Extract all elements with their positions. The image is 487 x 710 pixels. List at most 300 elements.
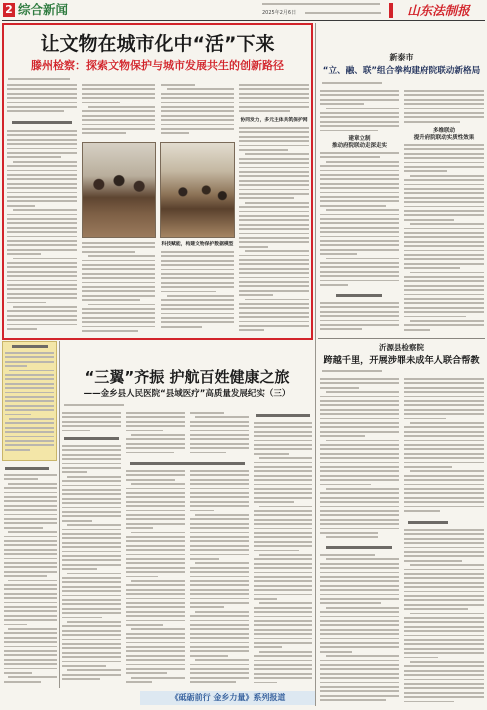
text-line (259, 602, 312, 604)
text-line (4, 606, 57, 608)
text-line (259, 506, 312, 508)
text-line (126, 554, 185, 556)
text-line (254, 620, 312, 622)
text-line (190, 580, 249, 582)
text-line (404, 595, 484, 597)
text-line (7, 148, 77, 150)
series-banner[interactable]: 《砥砺前行 金乡力量》系列报道 (140, 691, 316, 705)
text-line (239, 285, 309, 287)
text-line (239, 171, 309, 173)
text-line (320, 409, 399, 411)
text-line (67, 669, 121, 671)
text-line (404, 378, 484, 380)
text-line (320, 673, 399, 675)
text-line (7, 328, 37, 330)
text-line (190, 589, 249, 591)
text-line (320, 642, 399, 644)
text-line (320, 266, 399, 268)
text-line (320, 448, 399, 450)
text-line (404, 153, 484, 155)
text-line (320, 646, 399, 648)
text-line (254, 563, 312, 565)
text-line (404, 121, 460, 123)
text-line (320, 690, 399, 692)
text-line (254, 541, 312, 543)
text-line (254, 655, 312, 657)
text-line (82, 124, 155, 126)
text-line (161, 106, 234, 108)
text-line (254, 616, 312, 618)
text-line (245, 299, 309, 301)
text-line (126, 642, 185, 644)
xintai-story-byline (322, 82, 382, 86)
text-line (4, 654, 57, 656)
text-line (404, 382, 484, 384)
text-line (320, 178, 399, 180)
text-line (7, 244, 77, 246)
text-line (320, 633, 399, 635)
text-line (320, 418, 399, 420)
text-line (82, 242, 155, 244)
text-line (82, 246, 155, 248)
text-line (320, 112, 399, 114)
text-line (404, 701, 454, 703)
text-line (126, 518, 185, 520)
top-story-title[interactable]: 让文物在城市化中“活”下来 (40, 33, 275, 55)
text-line (259, 457, 312, 459)
text-line (404, 630, 484, 632)
text-line (161, 313, 234, 315)
text-line (5, 387, 54, 389)
text-line (190, 496, 249, 498)
text-line (254, 470, 312, 472)
text-line (5, 414, 31, 416)
text-line (320, 682, 399, 684)
text-line (404, 529, 484, 531)
page-number-badge: 2 (3, 3, 15, 17)
text-line (254, 431, 312, 433)
text-line (239, 97, 309, 99)
text-line (190, 510, 214, 512)
side-article-text (4, 474, 57, 688)
text-line (5, 436, 54, 438)
text-line (254, 558, 312, 560)
text-line (62, 489, 121, 491)
text-line (404, 665, 484, 667)
text-line (320, 598, 399, 600)
text-line (62, 416, 121, 418)
story-separator (318, 338, 485, 339)
text-line (190, 650, 249, 652)
text-line (161, 304, 234, 306)
text-line (62, 678, 100, 680)
text-line (254, 642, 312, 644)
text-line (404, 440, 484, 442)
text-line (404, 280, 484, 282)
text-line (239, 268, 309, 270)
text-line (326, 161, 399, 163)
text-line (62, 542, 121, 544)
text-line (404, 391, 484, 393)
text-line (4, 602, 57, 604)
text-line (404, 219, 454, 221)
text-line (5, 352, 54, 354)
text-line (62, 493, 121, 495)
text-line (4, 509, 57, 511)
text-line (320, 306, 399, 308)
text-line (9, 418, 54, 420)
text-line (320, 271, 399, 273)
text-line (305, 12, 381, 14)
text-line (404, 112, 484, 114)
text-line (320, 240, 399, 242)
text-line (167, 295, 234, 297)
text-line (320, 554, 375, 556)
text-line (62, 564, 121, 566)
text-line (161, 102, 234, 104)
text-line (254, 589, 312, 591)
text-line (62, 520, 92, 522)
text-line (5, 374, 54, 376)
text-line (126, 646, 185, 648)
text-line (254, 466, 312, 468)
text-line (5, 365, 27, 367)
text-line (126, 412, 185, 414)
text-line (239, 175, 309, 177)
top-story-byline (8, 78, 70, 82)
xintai-story-source: 新泰市 (389, 53, 414, 62)
text-line (239, 211, 309, 213)
text-line (320, 611, 399, 613)
health-story-col1-text (62, 445, 121, 685)
text-line (322, 82, 382, 84)
text-line (320, 116, 399, 118)
text-line (82, 273, 155, 275)
text-line (410, 175, 484, 177)
text-line (8, 483, 57, 485)
text-line (126, 606, 185, 608)
text-line (4, 558, 57, 560)
text-line (7, 284, 77, 286)
text-line (4, 597, 57, 599)
text-line (126, 470, 185, 472)
text-line (161, 124, 234, 126)
yiyuan-story-col1-text (320, 378, 399, 542)
text-line (4, 478, 38, 480)
text-line (62, 665, 106, 667)
text-line (131, 580, 185, 582)
text-line (404, 206, 484, 208)
text-line (404, 577, 484, 579)
text-line (320, 457, 399, 459)
text-line (7, 324, 77, 326)
text-line (254, 611, 312, 613)
text-line (254, 426, 312, 428)
text-line (126, 593, 185, 595)
text-line (190, 633, 249, 635)
text-line (320, 638, 399, 640)
text-line (190, 421, 249, 423)
text-line (4, 514, 57, 516)
text-line (404, 324, 484, 326)
text-line (404, 547, 484, 549)
text-line (254, 532, 312, 534)
text-line (239, 263, 309, 265)
text-line (62, 425, 121, 427)
yiyuan-story-byline (322, 370, 382, 374)
text-line (7, 130, 77, 132)
text-line (320, 121, 399, 123)
text-line (239, 140, 309, 142)
text-line (190, 620, 249, 622)
text-line (259, 651, 312, 653)
text-line (404, 506, 484, 508)
text-line (82, 277, 155, 279)
text-line (190, 532, 249, 534)
subhead-tech-empowerment: 科技赋能，构建文物保护数据模型 (161, 242, 234, 247)
text-line (62, 480, 121, 482)
text-line (8, 78, 70, 80)
text-line (161, 291, 216, 293)
text-line (404, 591, 484, 593)
text-line (404, 298, 484, 300)
text-line (245, 153, 309, 155)
text-line (7, 192, 77, 194)
text-line (404, 241, 484, 243)
text-line (62, 630, 121, 632)
text-line (320, 227, 399, 229)
text-line (5, 444, 54, 446)
text-line (239, 106, 309, 108)
text-line (82, 119, 155, 121)
text-line (404, 435, 484, 437)
text-line (4, 659, 57, 661)
top-story-col3-text (161, 84, 234, 139)
text-line (320, 130, 378, 132)
text-line (62, 467, 121, 469)
text-line (62, 449, 121, 451)
text-line (404, 652, 484, 654)
text-line (62, 608, 121, 610)
text-line (254, 501, 294, 503)
text-line (404, 533, 484, 535)
text-line (190, 492, 249, 494)
text-line (7, 266, 77, 268)
text-line (190, 483, 249, 485)
text-line (239, 110, 290, 112)
text-line (62, 639, 121, 641)
text-line (254, 422, 312, 424)
text-line (404, 276, 484, 278)
text-line (7, 152, 77, 154)
text-line (320, 695, 399, 697)
text-line (161, 128, 234, 130)
text-line (161, 264, 234, 266)
text-line (7, 134, 77, 136)
text-line (404, 103, 484, 105)
text-line (404, 188, 484, 190)
text-line (131, 434, 185, 436)
text-line (190, 540, 249, 542)
text-line (7, 214, 77, 216)
text-line (4, 536, 57, 538)
text-line (190, 576, 249, 578)
text-line (88, 304, 155, 306)
text-line (254, 673, 312, 675)
text-line (62, 643, 121, 645)
text-line (131, 628, 185, 630)
text-line (320, 413, 399, 415)
text-line (190, 642, 249, 644)
text-line (67, 524, 121, 526)
text-line (62, 568, 97, 570)
text-line (320, 532, 378, 534)
text-line (190, 567, 249, 569)
header-rule (2, 20, 485, 21)
text-line (320, 528, 399, 530)
text-line (404, 484, 484, 486)
text-line (254, 475, 312, 477)
text-line (239, 88, 309, 90)
text-line (195, 514, 249, 516)
health-story-col1-text (62, 412, 121, 434)
health-story-subhead-2 (130, 462, 245, 465)
text-line (8, 676, 57, 678)
xintai-subhead-text-2: 提升府院联动实质性效果 (413, 135, 475, 141)
text-line (320, 677, 399, 679)
text-line (404, 608, 468, 610)
text-line (404, 108, 484, 110)
text-line (9, 370, 54, 372)
text-line (404, 643, 484, 645)
text-line (239, 316, 309, 318)
text-line (239, 193, 309, 195)
text-line (82, 330, 138, 332)
text-line (404, 316, 466, 318)
text-line (126, 510, 185, 512)
text-line (7, 187, 77, 189)
xintai-subhead-label-2: 多维联动 (432, 128, 455, 134)
text-line (404, 604, 484, 606)
text-line (62, 581, 121, 583)
text-line (404, 538, 484, 540)
text-line (161, 273, 234, 275)
text-line (62, 454, 121, 456)
health-story-subhead-3 (256, 414, 310, 417)
text-line (404, 501, 484, 503)
text-line (404, 90, 484, 92)
text-line (404, 409, 484, 411)
text-line (239, 321, 309, 323)
text-line (404, 696, 484, 698)
text-line (7, 97, 77, 99)
text-line (320, 589, 399, 591)
text-line (62, 661, 121, 663)
xintai-story-col2-text (404, 90, 484, 126)
text-line (7, 315, 77, 317)
text-line (320, 311, 399, 313)
text-line (62, 458, 121, 460)
text-line (326, 536, 378, 538)
top-story-col3-text (161, 251, 234, 333)
text-line (404, 426, 484, 428)
text-line (254, 514, 312, 516)
text-line (404, 99, 484, 101)
text-line (190, 452, 226, 454)
text-line (320, 103, 364, 105)
text-line (82, 282, 155, 284)
text-line (4, 522, 57, 524)
xintai-story-col1-text (320, 152, 399, 290)
text-line (320, 324, 399, 326)
text-line (239, 219, 309, 221)
issue-date: 2025年2月6日 (262, 10, 297, 16)
text-line (161, 115, 234, 117)
text-line (62, 599, 121, 601)
text-line (126, 540, 185, 542)
health-story-col3-text (190, 470, 249, 685)
text-line (245, 202, 309, 204)
text-line (320, 302, 399, 304)
text-line (404, 162, 484, 164)
text-line (126, 514, 185, 516)
text-line (239, 272, 309, 274)
text-line (4, 615, 57, 617)
text-line (320, 396, 399, 398)
text-line (254, 435, 312, 437)
text-line (404, 488, 484, 490)
text-line (404, 396, 484, 398)
text-line (320, 231, 399, 233)
text-line (161, 308, 234, 310)
text-line (7, 88, 77, 90)
text-line (5, 409, 54, 411)
health-story-title[interactable]: “三翼”齐振 护航百姓健康之旅 (84, 368, 290, 386)
text-line (126, 447, 185, 449)
text-line (190, 615, 249, 617)
text-line (126, 659, 185, 661)
text-line (161, 282, 234, 284)
text-line (254, 646, 282, 648)
text-line (404, 510, 440, 512)
yiyuan-story-title[interactable]: 跨越千里，开展涉罪未成年人联合帮教 (323, 355, 480, 366)
text-line (404, 475, 484, 477)
text-line (239, 246, 268, 248)
text-line (161, 277, 234, 279)
text-line (82, 115, 155, 117)
text-line (126, 668, 185, 670)
text-line (320, 382, 399, 384)
xintai-story-col1-text (320, 90, 399, 134)
text-line (62, 445, 121, 447)
text-line (190, 474, 249, 476)
text-line (82, 317, 155, 319)
text-line (404, 166, 484, 168)
text-line (5, 396, 54, 398)
text-line (404, 670, 484, 672)
text-line (320, 501, 399, 503)
text-line (88, 255, 155, 257)
xintai-subhead-3 (336, 294, 382, 297)
text-line (404, 560, 462, 562)
text-line (7, 310, 77, 312)
text-line (62, 463, 121, 465)
text-line (13, 161, 77, 163)
text-line (7, 240, 77, 242)
text-line (7, 262, 77, 264)
xintai-story-title[interactable]: “立、融、联”组合拳构建府院联动新格局 (322, 66, 481, 76)
text-line (7, 93, 77, 95)
